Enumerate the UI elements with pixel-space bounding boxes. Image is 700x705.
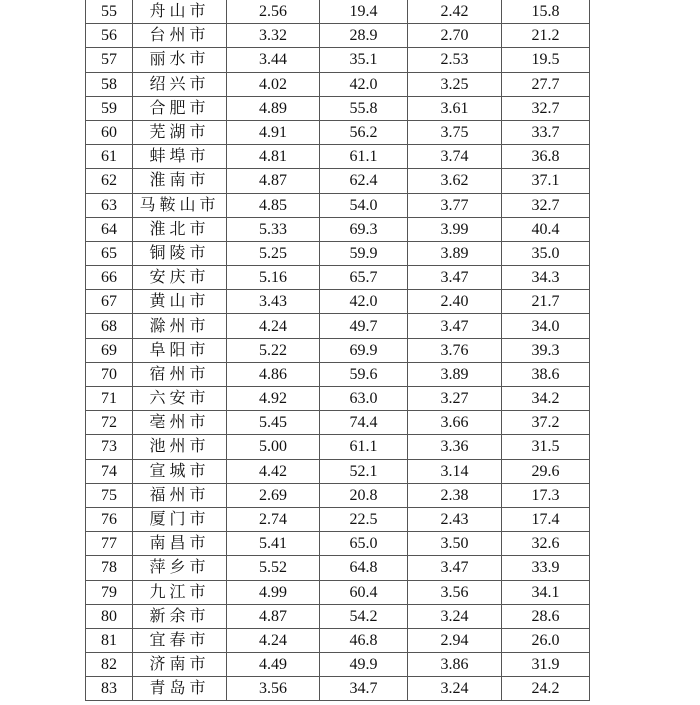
value-3-cell: 3.47 bbox=[408, 556, 502, 580]
table-row bbox=[86, 483, 590, 507]
value-1-cell: 3.43 bbox=[227, 290, 320, 314]
value-4-cell: 33.7 bbox=[502, 120, 590, 144]
value-2-cell: 19.4 bbox=[320, 0, 408, 24]
table-row bbox=[86, 580, 590, 604]
value-4-cell: 29.6 bbox=[502, 459, 590, 483]
value-3-cell: 3.66 bbox=[408, 411, 502, 435]
value-4-cell: 15.8 bbox=[502, 0, 590, 24]
city-name-cell: 亳州市 bbox=[133, 411, 227, 435]
row-number-cell: 74 bbox=[86, 459, 133, 483]
city-name-cell: 福州市 bbox=[133, 483, 227, 507]
value-4-cell: 17.3 bbox=[502, 483, 590, 507]
value-2-cell: 34.7 bbox=[320, 677, 408, 701]
city-name-cell: 济南市 bbox=[133, 653, 227, 677]
row-number-cell: 80 bbox=[86, 604, 133, 628]
row-number-cell: 70 bbox=[86, 362, 133, 386]
value-2-cell: 62.4 bbox=[320, 169, 408, 193]
row-number-cell: 81 bbox=[86, 628, 133, 652]
value-4-cell: 36.8 bbox=[502, 145, 590, 169]
row-number-cell: 76 bbox=[86, 507, 133, 531]
value-4-cell: 17.4 bbox=[502, 507, 590, 531]
value-1-cell: 2.56 bbox=[227, 0, 320, 24]
city-name-cell: 芜湖市 bbox=[133, 120, 227, 144]
value-1-cell: 4.81 bbox=[227, 145, 320, 169]
value-1-cell: 5.33 bbox=[227, 217, 320, 241]
row-number-cell: 69 bbox=[86, 338, 133, 362]
value-1-cell: 3.56 bbox=[227, 677, 320, 701]
value-4-cell: 32.7 bbox=[502, 193, 590, 217]
value-4-cell: 34.0 bbox=[502, 314, 590, 338]
table-row bbox=[86, 459, 590, 483]
table-row bbox=[86, 266, 590, 290]
value-2-cell: 54.0 bbox=[320, 193, 408, 217]
row-number-cell: 55 bbox=[86, 0, 133, 24]
value-1-cell: 3.44 bbox=[227, 48, 320, 72]
table-row bbox=[86, 72, 590, 96]
row-number-cell: 60 bbox=[86, 120, 133, 144]
table-body bbox=[86, 0, 590, 701]
table-row bbox=[86, 241, 590, 265]
value-2-cell: 64.8 bbox=[320, 556, 408, 580]
value-1-cell: 5.16 bbox=[227, 266, 320, 290]
table-row bbox=[86, 435, 590, 459]
value-1-cell: 4.91 bbox=[227, 120, 320, 144]
row-number-cell: 57 bbox=[86, 48, 133, 72]
value-1-cell: 2.74 bbox=[227, 507, 320, 531]
city-name-cell: 宣城市 bbox=[133, 459, 227, 483]
table-row bbox=[86, 314, 590, 338]
value-3-cell: 3.50 bbox=[408, 532, 502, 556]
value-3-cell: 2.38 bbox=[408, 483, 502, 507]
value-4-cell: 33.9 bbox=[502, 556, 590, 580]
value-1-cell: 4.24 bbox=[227, 314, 320, 338]
value-4-cell: 38.6 bbox=[502, 362, 590, 386]
value-3-cell: 3.24 bbox=[408, 677, 502, 701]
table-row bbox=[86, 362, 590, 386]
value-2-cell: 49.7 bbox=[320, 314, 408, 338]
value-3-cell: 3.47 bbox=[408, 314, 502, 338]
value-3-cell: 3.89 bbox=[408, 241, 502, 265]
table-row bbox=[86, 653, 590, 677]
value-2-cell: 54.2 bbox=[320, 604, 408, 628]
value-4-cell: 37.2 bbox=[502, 411, 590, 435]
value-3-cell: 3.74 bbox=[408, 145, 502, 169]
city-name-cell: 滁州市 bbox=[133, 314, 227, 338]
value-1-cell: 4.24 bbox=[227, 628, 320, 652]
row-number-cell: 78 bbox=[86, 556, 133, 580]
value-1-cell: 5.45 bbox=[227, 411, 320, 435]
row-number-cell: 65 bbox=[86, 241, 133, 265]
value-1-cell: 4.99 bbox=[227, 580, 320, 604]
table-row bbox=[86, 628, 590, 652]
row-number-cell: 68 bbox=[86, 314, 133, 338]
value-3-cell: 3.25 bbox=[408, 72, 502, 96]
value-3-cell: 3.76 bbox=[408, 338, 502, 362]
city-name-cell: 宿州市 bbox=[133, 362, 227, 386]
value-2-cell: 28.9 bbox=[320, 24, 408, 48]
value-4-cell: 39.3 bbox=[502, 338, 590, 362]
value-2-cell: 59.6 bbox=[320, 362, 408, 386]
city-data-table bbox=[85, 0, 590, 701]
city-name-cell: 蚌埠市 bbox=[133, 145, 227, 169]
value-4-cell: 27.7 bbox=[502, 72, 590, 96]
value-3-cell: 2.42 bbox=[408, 0, 502, 24]
value-2-cell: 65.7 bbox=[320, 266, 408, 290]
value-4-cell: 28.6 bbox=[502, 604, 590, 628]
value-2-cell: 59.9 bbox=[320, 241, 408, 265]
value-1-cell: 5.41 bbox=[227, 532, 320, 556]
city-name-cell: 池州市 bbox=[133, 435, 227, 459]
city-name-cell: 青岛市 bbox=[133, 677, 227, 701]
city-name-cell: 厦门市 bbox=[133, 507, 227, 531]
value-3-cell: 2.40 bbox=[408, 290, 502, 314]
row-number-cell: 64 bbox=[86, 217, 133, 241]
table-row bbox=[86, 604, 590, 628]
value-1-cell: 5.00 bbox=[227, 435, 320, 459]
row-number-cell: 56 bbox=[86, 24, 133, 48]
table-row bbox=[86, 217, 590, 241]
value-1-cell: 5.22 bbox=[227, 338, 320, 362]
value-2-cell: 60.4 bbox=[320, 580, 408, 604]
city-name-cell: 宜春市 bbox=[133, 628, 227, 652]
city-name-cell: 丽水市 bbox=[133, 48, 227, 72]
city-name-cell: 绍兴市 bbox=[133, 72, 227, 96]
value-4-cell: 31.5 bbox=[502, 435, 590, 459]
city-name-cell: 淮南市 bbox=[133, 169, 227, 193]
value-4-cell: 34.2 bbox=[502, 387, 590, 411]
value-3-cell: 2.53 bbox=[408, 48, 502, 72]
value-2-cell: 63.0 bbox=[320, 387, 408, 411]
city-name-cell: 淮北市 bbox=[133, 217, 227, 241]
row-number-cell: 79 bbox=[86, 580, 133, 604]
value-1-cell: 5.52 bbox=[227, 556, 320, 580]
value-1-cell: 4.87 bbox=[227, 604, 320, 628]
value-3-cell: 3.27 bbox=[408, 387, 502, 411]
city-name-cell: 南昌市 bbox=[133, 532, 227, 556]
value-3-cell: 2.94 bbox=[408, 628, 502, 652]
value-1-cell: 4.89 bbox=[227, 96, 320, 120]
city-name-cell: 马鞍山市 bbox=[133, 193, 227, 217]
value-1-cell: 4.85 bbox=[227, 193, 320, 217]
table-row bbox=[86, 411, 590, 435]
value-3-cell: 3.61 bbox=[408, 96, 502, 120]
value-4-cell: 34.1 bbox=[502, 580, 590, 604]
table-row bbox=[86, 338, 590, 362]
value-3-cell: 3.47 bbox=[408, 266, 502, 290]
value-3-cell: 3.14 bbox=[408, 459, 502, 483]
value-2-cell: 74.4 bbox=[320, 411, 408, 435]
value-3-cell: 3.86 bbox=[408, 653, 502, 677]
value-2-cell: 35.1 bbox=[320, 48, 408, 72]
value-4-cell: 40.4 bbox=[502, 217, 590, 241]
table-row bbox=[86, 532, 590, 556]
city-name-cell: 阜阳市 bbox=[133, 338, 227, 362]
row-number-cell: 77 bbox=[86, 532, 133, 556]
value-3-cell: 3.77 bbox=[408, 193, 502, 217]
value-4-cell: 32.7 bbox=[502, 96, 590, 120]
value-3-cell: 3.36 bbox=[408, 435, 502, 459]
table-row bbox=[86, 145, 590, 169]
city-name-cell: 安庆市 bbox=[133, 266, 227, 290]
row-number-cell: 73 bbox=[86, 435, 133, 459]
value-4-cell: 21.7 bbox=[502, 290, 590, 314]
row-number-cell: 63 bbox=[86, 193, 133, 217]
value-2-cell: 22.5 bbox=[320, 507, 408, 531]
table-row bbox=[86, 507, 590, 531]
value-2-cell: 46.8 bbox=[320, 628, 408, 652]
value-2-cell: 61.1 bbox=[320, 435, 408, 459]
value-2-cell: 61.1 bbox=[320, 145, 408, 169]
value-4-cell: 35.0 bbox=[502, 241, 590, 265]
row-number-cell: 82 bbox=[86, 653, 133, 677]
city-name-cell: 九江市 bbox=[133, 580, 227, 604]
row-number-cell: 67 bbox=[86, 290, 133, 314]
value-1-cell: 4.02 bbox=[227, 72, 320, 96]
row-number-cell: 83 bbox=[86, 677, 133, 701]
value-2-cell: 69.9 bbox=[320, 338, 408, 362]
value-2-cell: 52.1 bbox=[320, 459, 408, 483]
value-4-cell: 21.2 bbox=[502, 24, 590, 48]
table-row bbox=[86, 48, 590, 72]
value-3-cell: 3.24 bbox=[408, 604, 502, 628]
table-row bbox=[86, 0, 590, 24]
value-3-cell: 2.43 bbox=[408, 507, 502, 531]
value-1-cell: 4.92 bbox=[227, 387, 320, 411]
table-row bbox=[86, 169, 590, 193]
table-row bbox=[86, 387, 590, 411]
value-1-cell: 4.87 bbox=[227, 169, 320, 193]
city-name-cell: 合肥市 bbox=[133, 96, 227, 120]
value-4-cell: 34.3 bbox=[502, 266, 590, 290]
city-name-cell: 铜陵市 bbox=[133, 241, 227, 265]
value-4-cell: 24.2 bbox=[502, 677, 590, 701]
value-2-cell: 20.8 bbox=[320, 483, 408, 507]
value-4-cell: 19.5 bbox=[502, 48, 590, 72]
row-number-cell: 59 bbox=[86, 96, 133, 120]
table-row bbox=[86, 120, 590, 144]
table-row bbox=[86, 556, 590, 580]
value-2-cell: 69.3 bbox=[320, 217, 408, 241]
value-3-cell: 3.89 bbox=[408, 362, 502, 386]
value-2-cell: 42.0 bbox=[320, 290, 408, 314]
value-3-cell: 3.62 bbox=[408, 169, 502, 193]
row-number-cell: 61 bbox=[86, 145, 133, 169]
table-row bbox=[86, 24, 590, 48]
value-3-cell: 3.99 bbox=[408, 217, 502, 241]
row-number-cell: 58 bbox=[86, 72, 133, 96]
row-number-cell: 71 bbox=[86, 387, 133, 411]
value-1-cell: 5.25 bbox=[227, 241, 320, 265]
value-4-cell: 31.9 bbox=[502, 653, 590, 677]
value-4-cell: 26.0 bbox=[502, 628, 590, 652]
value-4-cell: 32.6 bbox=[502, 532, 590, 556]
value-4-cell: 37.1 bbox=[502, 169, 590, 193]
city-name-cell: 舟山市 bbox=[133, 0, 227, 24]
table-row bbox=[86, 96, 590, 120]
value-1-cell: 4.49 bbox=[227, 653, 320, 677]
table-row bbox=[86, 677, 590, 701]
value-1-cell: 2.69 bbox=[227, 483, 320, 507]
city-name-cell: 黄山市 bbox=[133, 290, 227, 314]
city-name-cell: 萍乡市 bbox=[133, 556, 227, 580]
row-number-cell: 62 bbox=[86, 169, 133, 193]
table-row bbox=[86, 290, 590, 314]
value-2-cell: 49.9 bbox=[320, 653, 408, 677]
table-row bbox=[86, 193, 590, 217]
row-number-cell: 75 bbox=[86, 483, 133, 507]
value-1-cell: 3.32 bbox=[227, 24, 320, 48]
value-3-cell: 3.75 bbox=[408, 120, 502, 144]
value-2-cell: 56.2 bbox=[320, 120, 408, 144]
value-3-cell: 3.56 bbox=[408, 580, 502, 604]
city-name-cell: 台州市 bbox=[133, 24, 227, 48]
value-3-cell: 2.70 bbox=[408, 24, 502, 48]
value-2-cell: 42.0 bbox=[320, 72, 408, 96]
row-number-cell: 72 bbox=[86, 411, 133, 435]
row-number-cell: 66 bbox=[86, 266, 133, 290]
value-2-cell: 55.8 bbox=[320, 96, 408, 120]
city-name-cell: 六安市 bbox=[133, 387, 227, 411]
value-2-cell: 65.0 bbox=[320, 532, 408, 556]
value-1-cell: 4.86 bbox=[227, 362, 320, 386]
city-name-cell: 新余市 bbox=[133, 604, 227, 628]
value-1-cell: 4.42 bbox=[227, 459, 320, 483]
